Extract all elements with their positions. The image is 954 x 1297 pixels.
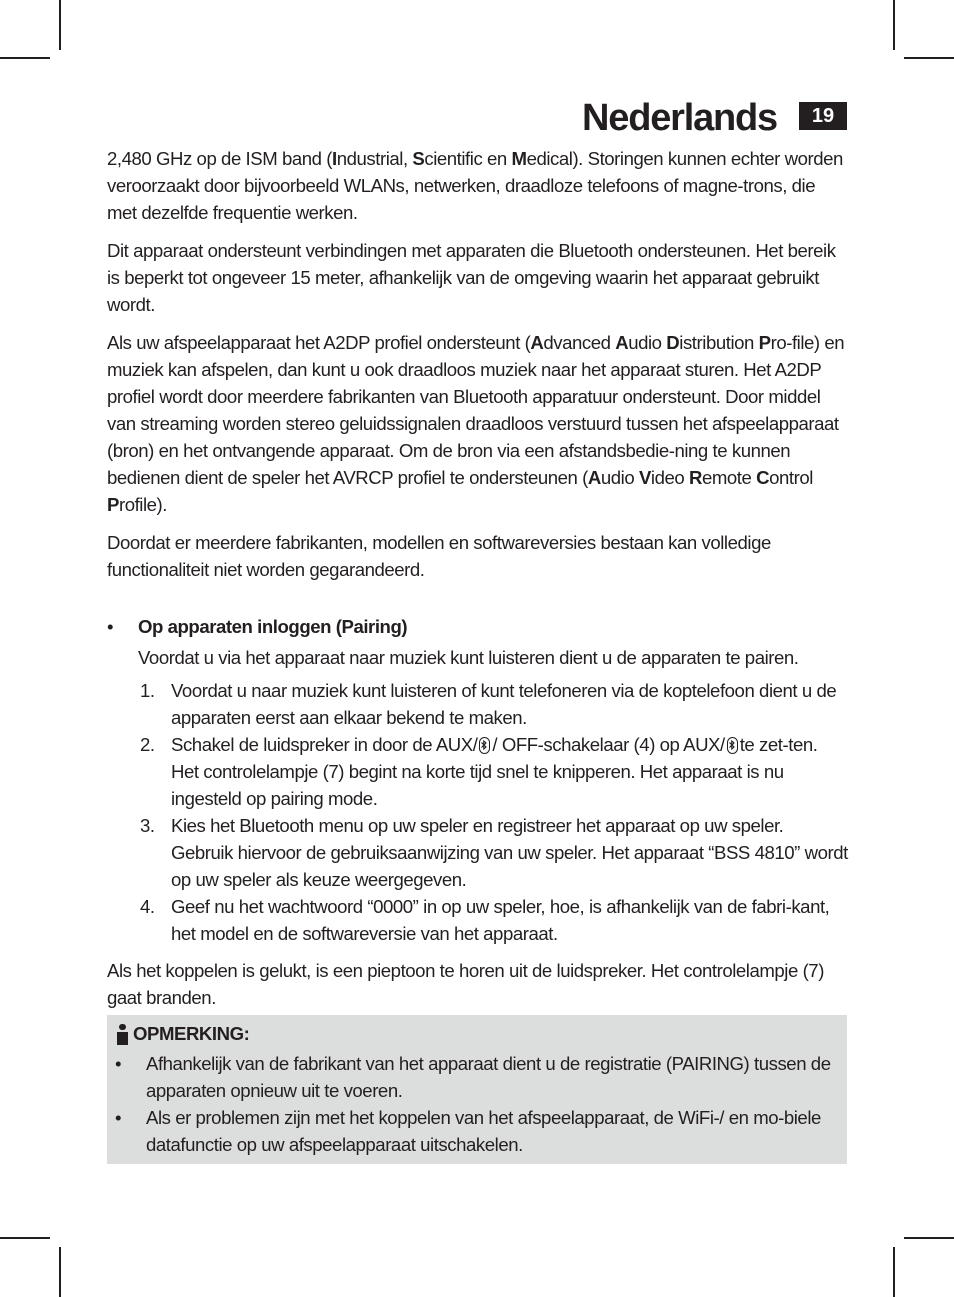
pairing-steps — [107, 677, 849, 947]
crop-mark — [0, 57, 50, 59]
step-number: 3. — [140, 815, 155, 836]
list-item — [107, 677, 849, 731]
language-title: Nederlands — [582, 97, 777, 139]
list-item — [107, 812, 849, 893]
paragraph-frequency: 2,480 GHz op de ISM band (Industrial, Scientific en Medical). Storingen kunnen echter worden veroorzaakt door bijvoorbeeld WLANs, netwerken, draadloze telefoons of magne-trons, die met dezelfde frequentie werken. — [107, 148, 843, 223]
list-item — [115, 1104, 840, 1158]
paragraph-compatibility: Doordat er meerdere fabrikanten, modellen en softwareversies bestaan kan volledige functionaliteit niet worden gegarandeerd. — [107, 532, 771, 580]
list-item — [107, 893, 849, 947]
list-item — [107, 731, 849, 812]
crop-mark — [59, 1247, 61, 1297]
pairing-section — [107, 613, 849, 1011]
bullet: • — [115, 1107, 122, 1128]
note-text: Als er problemen zijn met het koppelen van het afspeelapparaat, de WiFi-/ en mo-biele datafunctie op uw afspeelapparaat uitschakelen. — [146, 1107, 821, 1155]
bullet: • — [115, 1053, 122, 1074]
crop-mark — [893, 1247, 895, 1297]
step-number: 1. — [140, 680, 155, 701]
step-number: 4. — [140, 896, 155, 917]
paragraph-a2dp: Als uw afspeelapparaat het A2DP profiel ondersteunt (Advanced Audio Distribution Pro-file) en muziek kan afspelen, dan kunt u ook draadloos muziek naar het apparaat sturen. Het A2DP profiel wordt door meerdere fabrikanten van Bluetooth apparatuur ondersteunt. Door middel van streaming worden stereo geluidssignalen draadloos verstuurd tussen het afspeelapparaat (bron) en het ontvangende apparaat. Om de bron via een afstandsbedie-ning te kunnen bedienen dient de speler het AVRCP profiel te ondersteunen (Audio Video Remote Control Profile). — [107, 332, 845, 515]
crop-mark — [0, 1237, 50, 1239]
step-text: Kies het Bluetooth menu op uw speler en registreer het apparaat op uw speler. Gebruik hiervoor de gebruiksaanwijzing van uw speler. Het apparaat “BSS 4810” wordt op uw speler als keuze weergegeven. — [171, 815, 848, 890]
note-heading — [115, 1023, 249, 1045]
note-text: Afhankelijk van de fabrikant van het apparaat dient u de registratie (PAIRING) tussen de apparaten opnieuw uit te voeren. — [146, 1053, 831, 1101]
crop-mark — [893, 0, 895, 50]
step-text: Voordat u naar muziek kunt luisteren of kunt telefoneren via de koptelefoon dient u de apparaten eerst aan elkaar bekend te maken. — [171, 680, 837, 728]
paragraph-range: Dit apparaat ondersteunt verbindingen met apparaten die Bluetooth ondersteunen. Het bereik is beperkt tot ongeveer 15 meter, afhankelijk van de omgeving waarin het apparaat gebruikt wordt. — [107, 240, 836, 315]
pairing-result: Als het koppelen is gelukt, is een pieptoon te horen uit de luidspreker. Het controlelampje (7) gaat branden. — [107, 960, 824, 1008]
pairing-intro: Voordat u via het apparaat naar muziek kunt luisteren dient u de apparaten te pairen. — [138, 647, 799, 668]
note-box — [107, 1015, 847, 1164]
step-text: Geef nu het wachtwoord “0000” in op uw speler, hoe, is afhankelijk van de fabri-kant, het model en de softwareversie van het apparaat. — [171, 896, 830, 944]
step-text: Schakel de luidspreker in door de AUX/ / OFF-schakelaar (4) op AUX/ te zet-ten. Het controlelampje (7) begint na korte tijd snel te knipperen. Het apparaat is nu ingesteld op pairing mode. — [171, 734, 818, 809]
crop-mark — [904, 57, 954, 59]
bluetooth-icon — [479, 737, 490, 754]
page-number: 19 — [799, 102, 847, 130]
list-item — [115, 1050, 840, 1104]
page-header — [582, 96, 847, 140]
step-number: 2. — [140, 734, 155, 755]
crop-mark — [904, 1237, 954, 1239]
note-list — [115, 1050, 840, 1158]
info-icon — [115, 1024, 129, 1045]
crop-mark — [59, 0, 61, 50]
pairing-title: Op apparaten inloggen (Pairing) — [138, 616, 408, 637]
bullet: • — [107, 616, 114, 637]
note-title: OPMERKING: — [133, 1023, 250, 1044]
bluetooth-icon — [727, 737, 738, 754]
page-body — [107, 145, 849, 1022]
